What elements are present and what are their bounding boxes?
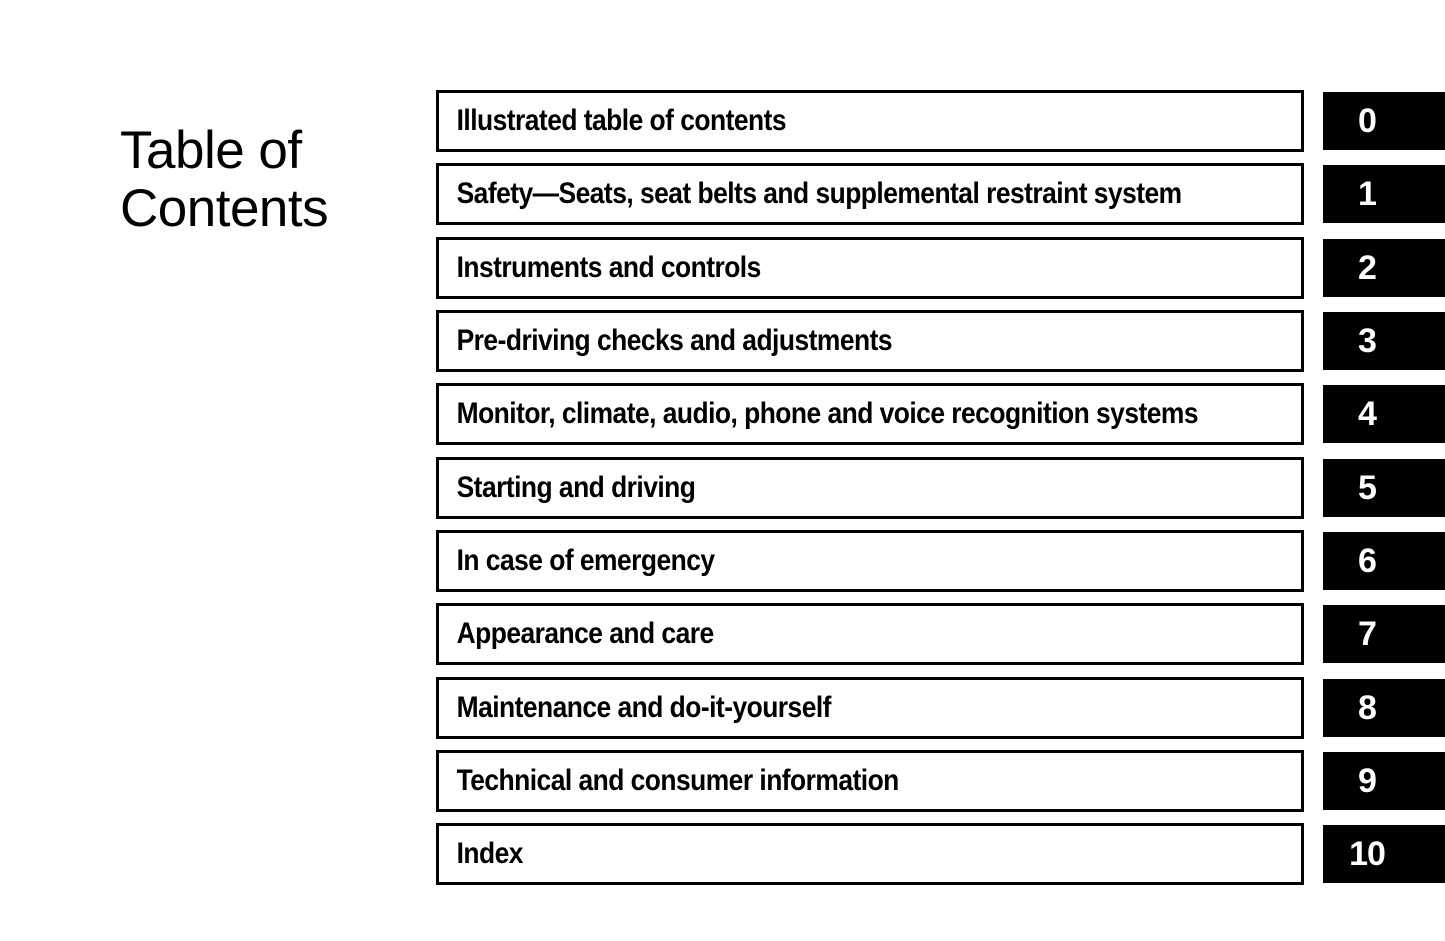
toc-item-illustrated-contents[interactable] [436, 90, 1445, 151]
toc-item-label[interactable]: Instruments and controls [456, 251, 761, 284]
toc-item-box[interactable] [436, 163, 1304, 225]
toc-item-pre-driving[interactable] [436, 310, 1445, 371]
toc-item-box[interactable] [436, 383, 1304, 445]
toc-item-box[interactable] [436, 823, 1304, 885]
chapter-number: 7 [1358, 615, 1376, 653]
toc-item-box[interactable] [436, 677, 1304, 739]
toc-item-label[interactable]: Illustrated table of contents [456, 104, 787, 137]
chapter-tab[interactable] [1323, 165, 1445, 223]
toc-item-safety[interactable] [436, 163, 1445, 224]
toc-item-appearance[interactable] [436, 603, 1445, 664]
toc-item-box[interactable] [436, 310, 1304, 372]
page-title [120, 122, 420, 238]
toc-item-box[interactable] [436, 603, 1304, 665]
chapter-number: 5 [1358, 469, 1376, 507]
page-title-line1: Table of [120, 120, 302, 180]
chapter-number: 8 [1358, 689, 1376, 727]
toc-item-box[interactable] [436, 530, 1304, 592]
chapter-tab[interactable] [1323, 679, 1445, 737]
chapter-tab[interactable] [1323, 312, 1445, 370]
chapter-number: 4 [1358, 395, 1376, 433]
chapter-tab[interactable] [1323, 825, 1445, 883]
toc-item-label[interactable]: Pre-driving checks and adjustments [456, 324, 892, 357]
toc-item-monitor[interactable] [436, 383, 1445, 444]
page-title-line2: Contents [120, 178, 329, 238]
toc-item-box[interactable] [436, 90, 1304, 152]
chapter-number: 10 [1349, 835, 1385, 873]
chapter-number: 2 [1358, 249, 1376, 287]
toc-item-label[interactable]: In case of emergency [456, 544, 715, 577]
toc-item-label[interactable]: Technical and consumer information [456, 764, 899, 797]
chapter-tab[interactable] [1323, 752, 1445, 810]
chapter-tab[interactable] [1323, 92, 1445, 150]
chapter-number: 6 [1358, 542, 1376, 580]
chapter-tab[interactable] [1323, 532, 1445, 590]
toc-item-label[interactable]: Maintenance and do-it-yourself [456, 691, 831, 724]
chapter-tab[interactable] [1323, 605, 1445, 663]
toc-item-emergency[interactable] [436, 530, 1445, 591]
toc-item-technical[interactable] [436, 750, 1445, 811]
chapter-number: 9 [1358, 762, 1376, 800]
toc-item-starting[interactable] [436, 457, 1445, 518]
toc-item-box[interactable] [436, 750, 1304, 812]
toc-item-index[interactable] [436, 823, 1445, 884]
chapter-number: 1 [1358, 175, 1376, 213]
chapter-tab[interactable] [1323, 239, 1445, 297]
chapter-tab[interactable] [1323, 385, 1445, 443]
toc-item-label[interactable]: Safety—Seats, seat belts and supplemental restraint system [456, 177, 1182, 210]
chapter-number: 0 [1358, 102, 1376, 140]
toc-item-label[interactable]: Starting and driving [456, 471, 696, 504]
chapter-number: 3 [1358, 322, 1376, 360]
toc-item-instruments[interactable] [436, 237, 1445, 298]
toc-item-label[interactable]: Monitor, climate, audio, phone and voice recognition systems [456, 397, 1199, 430]
toc-item-label[interactable]: Appearance and care [456, 617, 714, 650]
chapter-tab[interactable] [1323, 459, 1445, 517]
toc-item-label[interactable]: Index [456, 837, 523, 870]
toc-item-box[interactable] [436, 457, 1304, 519]
toc-item-box[interactable] [436, 237, 1304, 299]
toc-item-maintenance[interactable] [436, 677, 1445, 738]
